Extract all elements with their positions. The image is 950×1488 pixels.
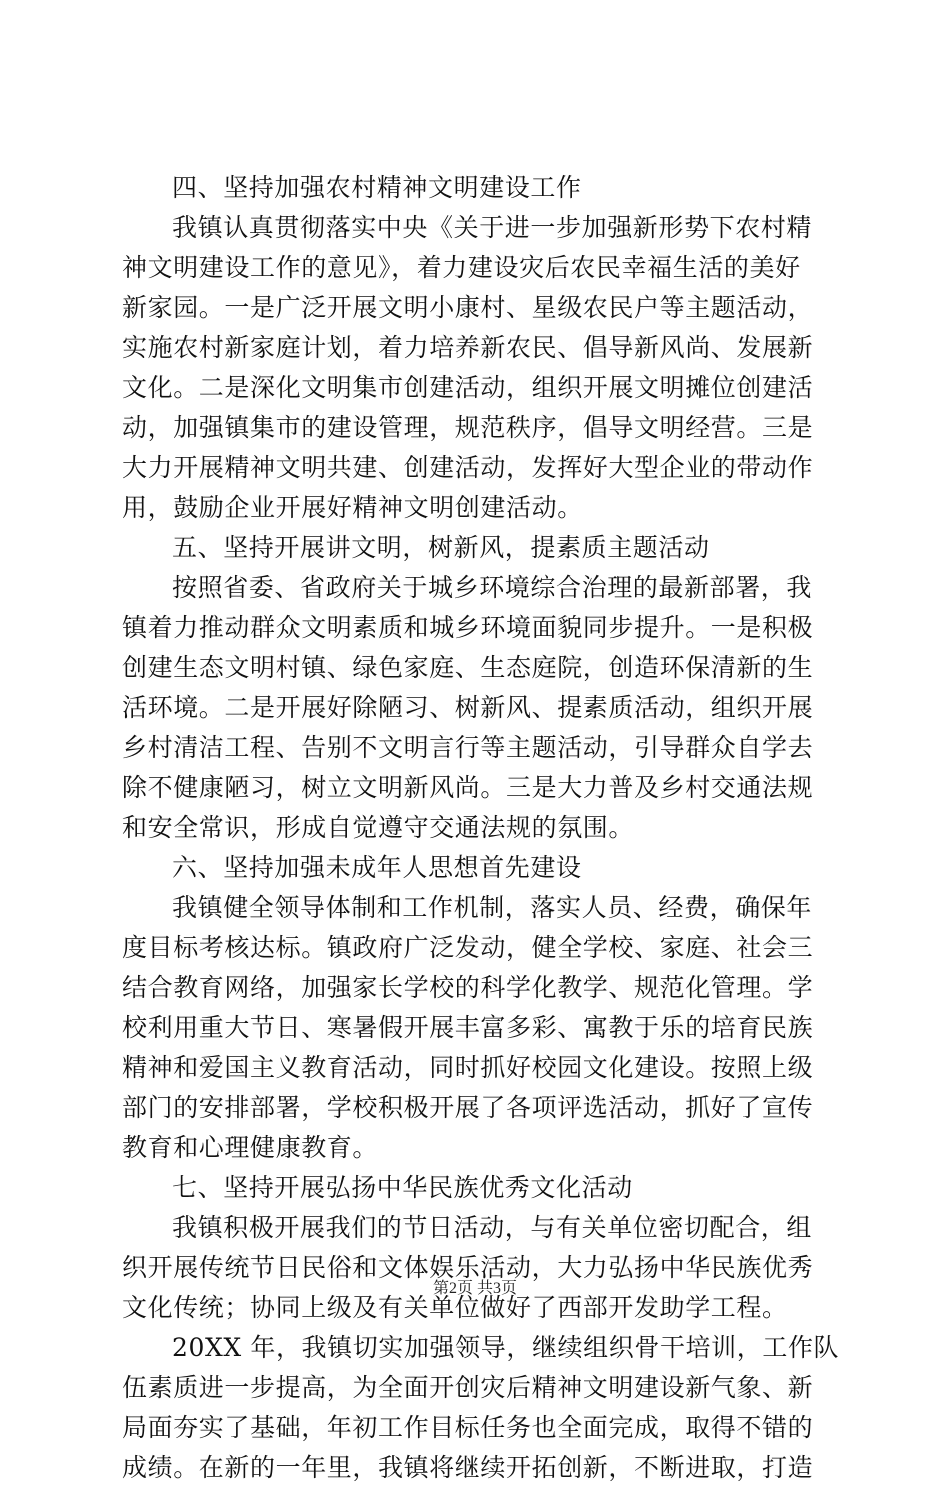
paragraph-line: 按照省委、省政府关于城乡环境综合治理的最新部署，我 <box>172 573 813 602</box>
paragraph-line: 结合教育网络，加强家长学校的科学化教学、规范化管理。学 <box>122 973 814 1002</box>
page-number: 第2页 共3页 <box>432 1280 517 1297</box>
paragraph-line: 20XX 年，我镇切实加强领导，继续组织骨干培训，工作队 <box>172 1333 840 1362</box>
section-heading: 五、坚持开展讲文明，树新风，提素质主题活动 <box>172 533 710 562</box>
paragraph-line: 部门的安排部署，学校积极开展了各项评选活动，抓好了宣传 <box>122 1093 814 1122</box>
paragraph-line: 用，鼓励企业开展好精神文明创建活动。 <box>122 493 583 522</box>
section-heading: 七、坚持开展弘扬中华民族优秀文化活动 <box>172 1173 633 1202</box>
paragraph-line: 创建生态文明村镇、绿色家庭、生态庭院，创造环保清新的生 <box>122 653 814 682</box>
paragraph-line: 校利用重大节日、寒暑假开展丰富多彩、寓教于乐的培育民族 <box>122 1013 814 1042</box>
paragraph-line: 除不健康陋习，树立文明新风尚。三是大力普及乡村交通法规 <box>122 773 814 802</box>
paragraph-line: 我镇积极开展我们的节日活动，与有关单位密切配合，组 <box>172 1213 813 1242</box>
paragraph-line: 和安全常识，形成自觉遵守交通法规的氛围。 <box>122 813 635 842</box>
paragraph-line: 局面夯实了基础，年初工作目标任务也全面完成，取得不错的 <box>122 1413 814 1442</box>
paragraph-line: 织开展传统节日民俗和文体娱乐活动，大力弘扬中华民族优秀 <box>122 1253 814 1282</box>
paragraph-line: 我镇健全领导体制和工作机制，落实人员、经费，确保年 <box>172 893 813 922</box>
section-heading: 四、坚持加强农村精神文明建设工作 <box>172 173 582 202</box>
paragraph-line: 新家园。一是广泛开展文明小康村、星级农民户等主题活动， <box>122 293 814 322</box>
paragraph-line: 活环境。二是开展好除陋习、树新风、提素质活动，组织开展 <box>122 693 814 722</box>
paragraph-line: 文化。二是深化文明集市创建活动，组织开展文明摊位创建活 <box>122 373 814 402</box>
paragraph-line: 镇着力推动群众文明素质和城乡环境面貌同步提升。一是积极 <box>122 613 814 642</box>
paragraph-line: 实施农村新家庭计划，着力培养新农民、倡导新风尚、发展新 <box>122 333 814 362</box>
paragraph-line: 我镇认真贯彻落实中央《关于进一步加强新形势下农村精 <box>172 213 813 242</box>
paragraph-line: 教育和心理健康教育。 <box>122 1133 379 1162</box>
section-heading: 六、坚持加强未成年人思想首先建设 <box>172 853 582 882</box>
paragraph-line: 神文明建设工作的意见》，着力建设灾后农民幸福生活的美好 <box>122 253 801 282</box>
paragraph-line: 伍素质进一步提高，为全面开创灾后精神文明建设新气象、新 <box>122 1373 814 1402</box>
paragraph-line: 动，加强镇集市的建设管理，规范秩序，倡导文明经营。三是 <box>122 413 814 442</box>
paragraph-line: 大力开展精神文明共建、创建活动，发挥好大型企业的带动作 <box>122 453 814 482</box>
paragraph-line: 度目标考核达标。镇政府广泛发动，健全学校、家庭、社会三 <box>122 933 814 962</box>
paragraph-line: 乡村清洁工程、告别不文明言行等主题活动，引导群众自学去 <box>122 733 814 762</box>
paragraph-line: 成绩。在新的一年里，我镇将继续开拓创新，不断进取，打造 <box>122 1453 814 1482</box>
paragraph-line: 精神和爱国主义教育活动，同时抓好校园文化建设。按照上级 <box>122 1053 814 1082</box>
paragraph-line: 文化传统；协同上级及有关单位做好了西部开发助学工程。 <box>122 1293 788 1322</box>
